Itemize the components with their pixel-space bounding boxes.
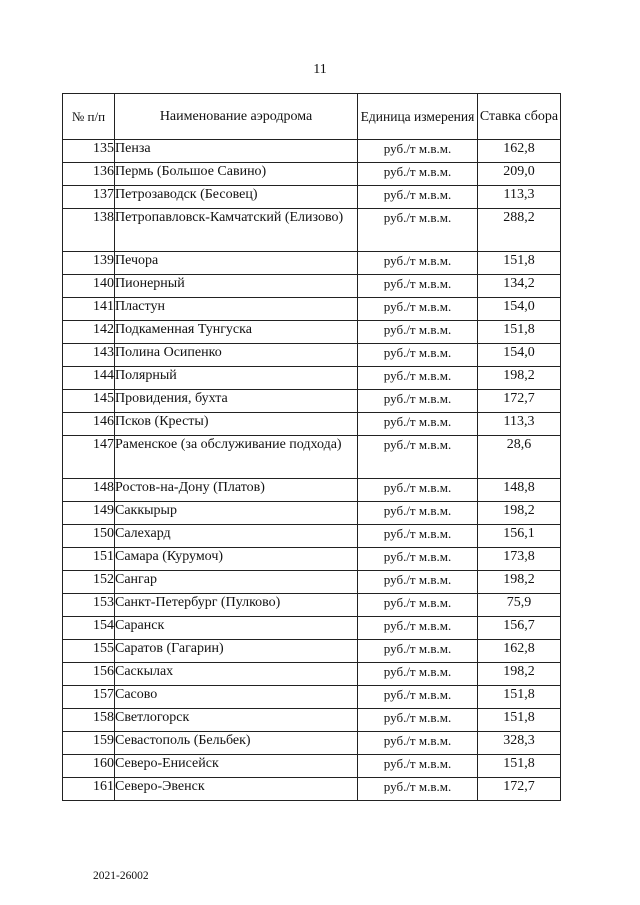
header-number: № п/п <box>63 94 115 140</box>
unit-cell: руб./т м.в.м. <box>358 778 478 801</box>
airport-name: Полярный <box>115 367 358 390</box>
unit-cell: руб./т м.в.м. <box>358 525 478 548</box>
table-row <box>63 686 561 709</box>
airport-name: Самара (Курумоч) <box>115 548 358 571</box>
row-number: 138 <box>63 209 115 252</box>
rate-cell: 151,8 <box>478 709 561 732</box>
rate-cell: 209,0 <box>478 163 561 186</box>
unit-cell: руб./т м.в.м. <box>358 571 478 594</box>
unit-cell: руб./т м.в.м. <box>358 367 478 390</box>
airport-name: Пермь (Большое Савино) <box>115 163 358 186</box>
rate-cell: 28,6 <box>478 436 561 479</box>
row-number: 139 <box>63 252 115 275</box>
airport-tariff-table <box>62 93 561 801</box>
row-number: 148 <box>63 479 115 502</box>
airport-name: Петрозаводск (Бесовец) <box>115 186 358 209</box>
header-rate: Ставка сбора <box>478 94 561 140</box>
table-row <box>63 525 561 548</box>
rate-cell: 154,0 <box>478 298 561 321</box>
unit-cell: руб./т м.в.м. <box>358 252 478 275</box>
table-row <box>63 186 561 209</box>
table-row <box>63 640 561 663</box>
row-number: 141 <box>63 298 115 321</box>
rate-cell: 151,8 <box>478 755 561 778</box>
table-row <box>63 778 561 801</box>
rate-cell: 172,7 <box>478 390 561 413</box>
unit-cell: руб./т м.в.м. <box>358 594 478 617</box>
row-number: 149 <box>63 502 115 525</box>
airport-name: Северо-Эвенск <box>115 778 358 801</box>
unit-cell: руб./т м.в.м. <box>358 298 478 321</box>
airport-name: Подкаменная Тунгуска <box>115 321 358 344</box>
document-code: 2021-26002 <box>93 870 149 882</box>
rate-cell: 198,2 <box>478 663 561 686</box>
airport-name: Петропавловск-Камчатский (Елизово) <box>115 209 358 252</box>
row-number: 146 <box>63 413 115 436</box>
row-number: 159 <box>63 732 115 755</box>
row-number: 142 <box>63 321 115 344</box>
airport-name: Псков (Кресты) <box>115 413 358 436</box>
unit-cell: руб./т м.в.м. <box>358 479 478 502</box>
table-row <box>63 571 561 594</box>
table-body <box>63 140 561 801</box>
table-row <box>63 344 561 367</box>
row-number: 156 <box>63 663 115 686</box>
rate-cell: 172,7 <box>478 778 561 801</box>
row-number: 136 <box>63 163 115 186</box>
airport-name: Севастополь (Бельбек) <box>115 732 358 755</box>
unit-cell: руб./т м.в.м. <box>358 413 478 436</box>
airport-name: Полина Осипенко <box>115 344 358 367</box>
row-number: 150 <box>63 525 115 548</box>
row-number: 158 <box>63 709 115 732</box>
row-number: 144 <box>63 367 115 390</box>
row-number: 157 <box>63 686 115 709</box>
airport-name: Пенза <box>115 140 358 163</box>
unit-cell: руб./т м.в.м. <box>358 209 478 252</box>
row-number: 151 <box>63 548 115 571</box>
airport-name: Санкт-Петербург (Пулково) <box>115 594 358 617</box>
row-number: 152 <box>63 571 115 594</box>
rate-cell: 198,2 <box>478 502 561 525</box>
rate-cell: 198,2 <box>478 571 561 594</box>
airport-name: Светлогорск <box>115 709 358 732</box>
table-row <box>63 479 561 502</box>
row-number: 155 <box>63 640 115 663</box>
airport-name: Сасово <box>115 686 358 709</box>
header-airport-name: Наименование аэродрома <box>115 94 358 140</box>
airport-name: Саранск <box>115 617 358 640</box>
table-row <box>63 709 561 732</box>
unit-cell: руб./т м.в.м. <box>358 640 478 663</box>
airport-name: Печора <box>115 252 358 275</box>
row-number: 161 <box>63 778 115 801</box>
rate-cell: 198,2 <box>478 367 561 390</box>
table-row <box>63 209 561 252</box>
airport-name: Пионерный <box>115 275 358 298</box>
table-row <box>63 663 561 686</box>
table-row <box>63 732 561 755</box>
unit-cell: руб./т м.в.м. <box>358 686 478 709</box>
table-row <box>63 367 561 390</box>
table-row <box>63 436 561 479</box>
unit-cell: руб./т м.в.м. <box>358 275 478 298</box>
row-number: 154 <box>63 617 115 640</box>
rate-cell: 151,8 <box>478 252 561 275</box>
rate-cell: 173,8 <box>478 548 561 571</box>
rate-cell: 134,2 <box>478 275 561 298</box>
row-number: 137 <box>63 186 115 209</box>
table-row <box>63 298 561 321</box>
row-number: 153 <box>63 594 115 617</box>
rate-cell: 113,3 <box>478 186 561 209</box>
table-row <box>63 594 561 617</box>
unit-cell: руб./т м.в.м. <box>358 548 478 571</box>
header-unit: Единица измерения <box>358 94 478 140</box>
table-row <box>63 252 561 275</box>
rate-cell: 113,3 <box>478 413 561 436</box>
unit-cell: руб./т м.в.м. <box>358 732 478 755</box>
table-row <box>63 502 561 525</box>
airport-name: Пластун <box>115 298 358 321</box>
rate-cell: 288,2 <box>478 209 561 252</box>
row-number: 145 <box>63 390 115 413</box>
row-number: 143 <box>63 344 115 367</box>
unit-cell: руб./т м.в.м. <box>358 321 478 344</box>
row-number: 160 <box>63 755 115 778</box>
unit-cell: руб./т м.в.м. <box>358 709 478 732</box>
rate-cell: 156,7 <box>478 617 561 640</box>
rate-cell: 162,8 <box>478 640 561 663</box>
unit-cell: руб./т м.в.м. <box>358 344 478 367</box>
table-row <box>63 617 561 640</box>
rate-cell: 154,0 <box>478 344 561 367</box>
airport-name: Салехард <box>115 525 358 548</box>
table-row <box>63 390 561 413</box>
row-number: 147 <box>63 436 115 479</box>
unit-cell: руб./т м.в.м. <box>358 163 478 186</box>
table-row <box>63 163 561 186</box>
rate-cell: 151,8 <box>478 686 561 709</box>
airport-name: Саратов (Гагарин) <box>115 640 358 663</box>
table-row <box>63 413 561 436</box>
unit-cell: руб./т м.в.м. <box>358 663 478 686</box>
table-row <box>63 548 561 571</box>
unit-cell: руб./т м.в.м. <box>358 186 478 209</box>
rate-cell: 162,8 <box>478 140 561 163</box>
table-row <box>63 140 561 163</box>
airport-name: Саккырыр <box>115 502 358 525</box>
airport-name: Провидения, бухта <box>115 390 358 413</box>
unit-cell: руб./т м.в.м. <box>358 436 478 479</box>
airport-name: Саскылах <box>115 663 358 686</box>
unit-cell: руб./т м.в.м. <box>358 390 478 413</box>
page-number: 11 <box>313 62 327 77</box>
unit-cell: руб./т м.в.м. <box>358 140 478 163</box>
rate-cell: 148,8 <box>478 479 561 502</box>
unit-cell: руб./т м.в.м. <box>358 755 478 778</box>
airport-name: Северо-Енисейск <box>115 755 358 778</box>
rate-cell: 328,3 <box>478 732 561 755</box>
unit-cell: руб./т м.в.м. <box>358 617 478 640</box>
airport-name: Ростов-на-Дону (Платов) <box>115 479 358 502</box>
table-header-row <box>63 94 561 140</box>
unit-cell: руб./т м.в.м. <box>358 502 478 525</box>
airport-name: Раменское (за обслуживание подхода) <box>115 436 358 479</box>
table-row <box>63 321 561 344</box>
rate-cell: 151,8 <box>478 321 561 344</box>
table-row <box>63 275 561 298</box>
rate-cell: 75,9 <box>478 594 561 617</box>
row-number: 140 <box>63 275 115 298</box>
rate-cell: 156,1 <box>478 525 561 548</box>
table-row <box>63 755 561 778</box>
row-number: 135 <box>63 140 115 163</box>
airport-name: Сангар <box>115 571 358 594</box>
